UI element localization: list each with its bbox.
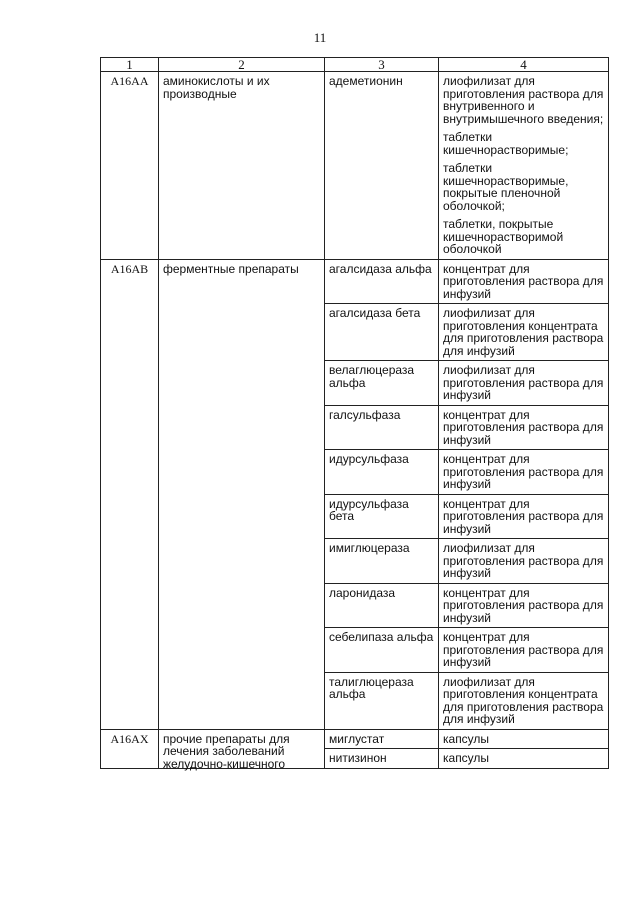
header-row	[101, 58, 609, 72]
dosage-form: капсулы	[439, 749, 609, 769]
group-name-text: прочие препараты для лечения заболеваний желудочно-кишечного	[163, 731, 290, 771]
atc-code: A16AA	[101, 72, 159, 260]
drug-name: идурсульфаза бета	[325, 494, 439, 539]
drug-name: агалсидаза альфа	[325, 259, 439, 304]
table-row	[101, 729, 609, 749]
dosage-form: концентрат для приготовления раствора для инфузий	[439, 494, 609, 539]
drug-name: агалсидаза бета	[325, 304, 439, 361]
column-header: 3	[325, 58, 439, 72]
drug-name: миглустат	[325, 729, 439, 749]
dosage-form: лиофилизат для приготовления концентрата для приготовления раствора для инфузий	[439, 672, 609, 729]
column-header: 4	[439, 58, 609, 72]
drug-name: талиглюцераза альфа	[325, 672, 439, 729]
column-header: 1	[101, 58, 159, 72]
drug-name: идурсульфаза	[325, 450, 439, 495]
drug-name: велаглюцераза альфа	[325, 361, 439, 406]
group-name: аминокислоты и их производные	[159, 72, 325, 260]
drug-name: нитизинон	[325, 749, 439, 769]
dosage-form: концентрат для приготовления раствора для инфузий	[439, 259, 609, 304]
table-row	[101, 259, 609, 304]
dosage-form: концентрат для приготовления раствора для инфузий	[439, 628, 609, 673]
page-number: 11	[313, 30, 327, 45]
dosage-forms	[439, 72, 609, 260]
dosage-form: лиофилизат для приготовления раствора для инфузий	[439, 539, 609, 584]
dosage-form: капсулы	[439, 729, 609, 749]
group-name	[159, 729, 325, 771]
dosage-form: таблетки кишечнорастворимые;	[443, 130, 569, 157]
dosage-form: таблетки, покрытые кишечнорастворимой оболочкой	[443, 217, 564, 256]
drug-name: ларонидаза	[325, 583, 439, 628]
table-row	[101, 72, 609, 260]
dosage-form: лиофилизат для приготовления раствора для инфузий	[439, 361, 609, 406]
dosage-form: концентрат для приготовления раствора для инфузий	[439, 583, 609, 628]
drug-table	[100, 57, 609, 769]
atc-code: A16AB	[101, 259, 159, 729]
column-header: 2	[159, 58, 325, 72]
drug-name: адеметионин	[325, 72, 439, 260]
dosage-form: лиофилизат для приготовления концентрата для приготовления раствора для инфузий	[439, 304, 609, 361]
dosage-form: таблетки кишечнорастворимые, покрытые пленочной оболочкой;	[443, 161, 569, 213]
drug-name: имиглюцераза	[325, 539, 439, 584]
dosage-form: концентрат для приготовления раствора для инфузий	[439, 405, 609, 450]
dosage-form: лиофилизат для приготовления раствора для внутривенного и внутримышечного введения;	[443, 74, 604, 126]
drug-name: галсульфаза	[325, 405, 439, 450]
dosage-form: концентрат для приготовления раствора для инфузий	[439, 450, 609, 495]
drug-name: себелипаза альфа	[325, 628, 439, 673]
atc-code: A16AX	[101, 729, 159, 768]
group-name: ферментные препараты	[159, 259, 325, 729]
